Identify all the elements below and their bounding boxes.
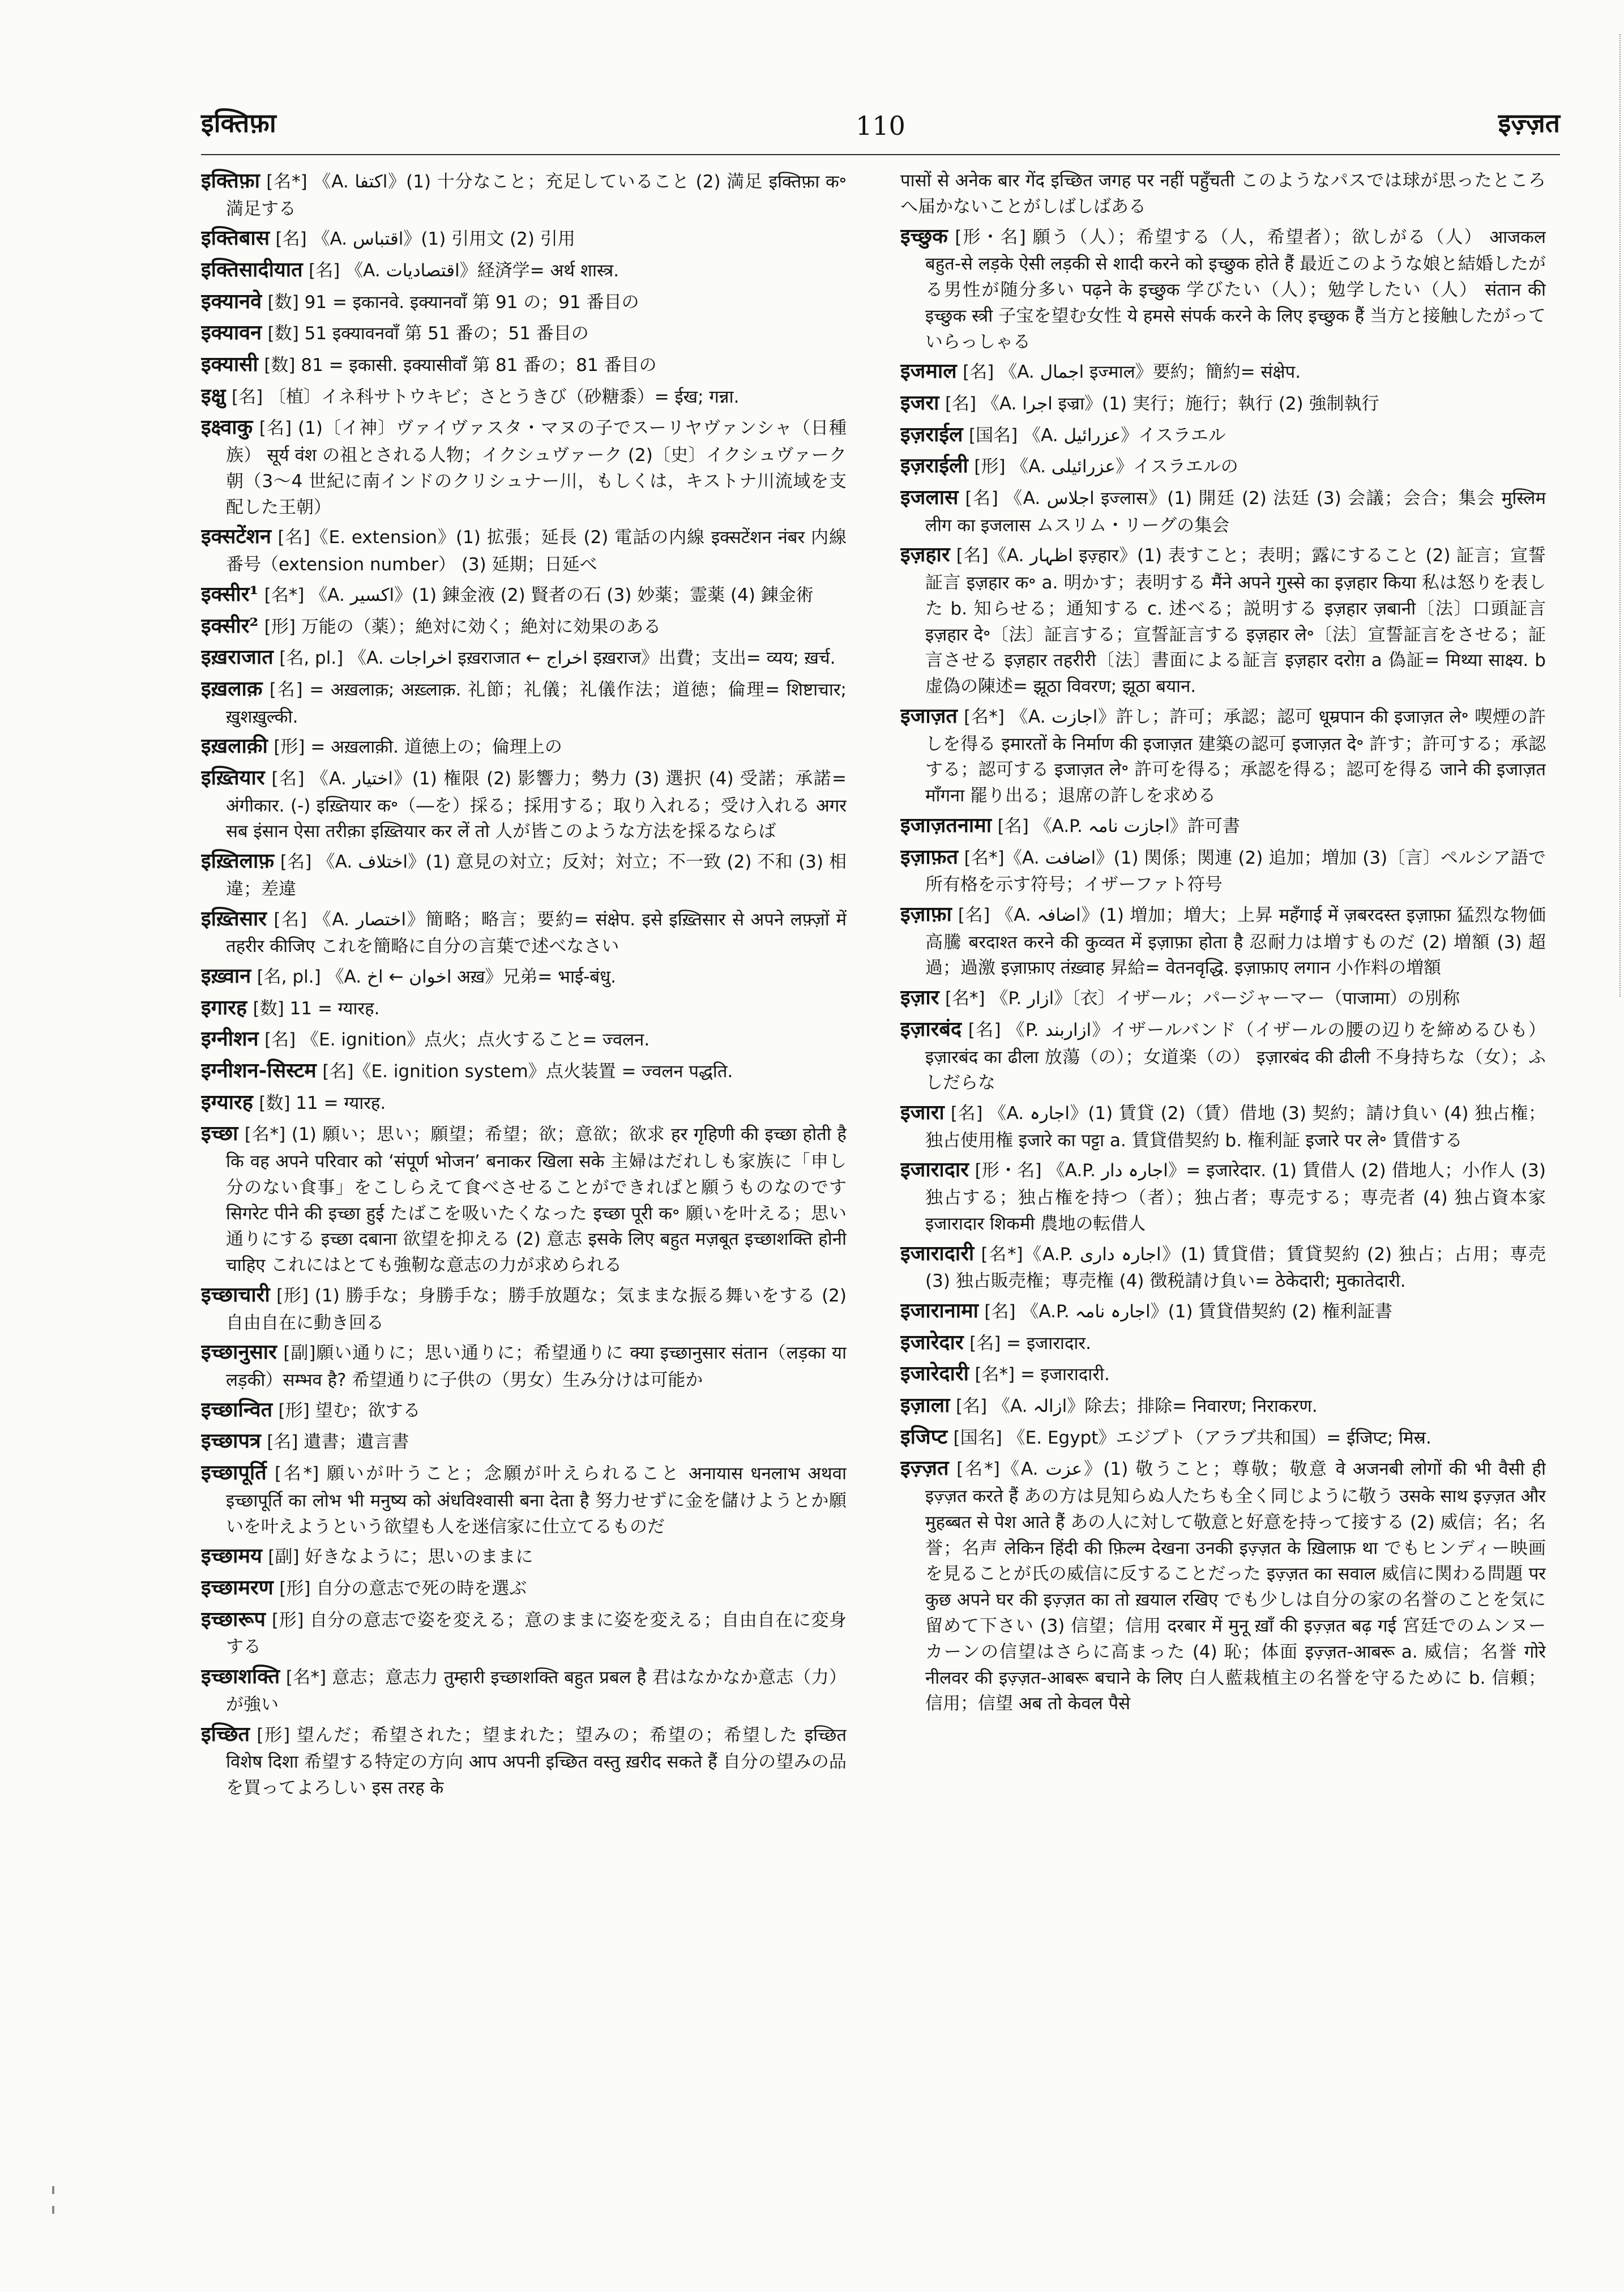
dictionary-entry [900,702,1546,808]
dictionary-entry [201,224,847,253]
dictionary-entry [201,612,847,641]
dictionary-entry [201,581,847,609]
entry-headword: इच्छापूर्ति [201,1461,267,1485]
entry-definition: [名*] 《A. اکسیر》(1) 錬金液 (2) 賢者の石 (3) 妙薬；霊薬 (4) 錬金術 [264,584,814,605]
entry-headword: इच्छा [201,1121,238,1146]
dictionary-entry [201,1542,847,1570]
entry-definition: [形・名] 願う（人）；希望する（人，希望者）；欲しがる（人） आजकल बहुत-से लड़के ऐसी लड़की से शादी करने को इच्छुक होते हैं 最近このような娘と結婚したがる男性が随分多い पढ़ने के इच्छुक 学びたい（人）；勉学したい（人） संतान की इच्छुक स्त्री 子宝を望む女性 ये हमसे संपर्क करने के लिए इच्छुक हैं 当方と接触したがっていらっしゃる [925,227,1546,352]
entry-definition: [名] 《A. اجلاس इज्लास》(1) 開廷 (2) 法廷 (3) 会議；会合；集会 मुस्लिम लीग का इजलास ムスリム・リーグの集会 [925,488,1546,536]
entry-definition: [名] 《A. اختلاف》(1) 意見の対立；反対；対立；不一致 (2) 不和 (3) 相違；差違 [226,852,847,899]
entry-headword: इजिप्ट [900,1424,948,1449]
entry-headword: इक्षु [201,383,226,408]
entry-definition: [名]《A. اظہار इज़्हार》(1) 表すこと；表明；露にすること (2) 証言；宣誓証言 इज़हार क॰ a. 明かす；表明する मैंने अपने गुस्से का इज़हार किया 私は怒りを表した b. 知らせる；通知する c. 述べる；説明する इज़हार ज़बानी〔法〕口頭証言 इज़हार दे॰〔法〕証言する；宣誓証言する इज़हार ले॰〔法〕宣誓証言をさせる；証言させる इज़हार तहरीरी〔法〕書面による証言 इज़हार दरोग़ a 偽証= मिथ्या साक्ष्य. b 虚偽の陳述= झूठा विवरण; झूठा बयान. [925,545,1546,697]
running-head-right: इज़्ज़त [1498,108,1560,138]
entry-definition: [名]《E. extension》(1) 拡張；延長 (2) 電話の内線 इक्सटेंशन नंबर 内線番号（extension number） (3) 延期；日延べ [226,527,847,575]
entry-headword: इज़ारबंद [900,1017,962,1041]
entry-definition: [名] = इजारादार. [969,1333,1091,1354]
entry-definition: [形] 望む；欲する [278,1400,421,1421]
dictionary-entry [900,1240,1546,1294]
entry-headword: इजारेदार [900,1330,964,1354]
entry-definition: [形] 自分の意志で姿を変える；意のままに姿を変える；自由自在に変身する [226,1610,847,1658]
entry-headword: इख़लाक़ी [201,734,268,758]
entry-headword: इख़लाक़ [201,676,263,701]
entry-definition: [名*] = इजारादारी. [975,1364,1110,1385]
entry-definition: [名] 《A.P. اجارہ نامہ》(1) 賃貸借契約 (2) 権利証書 [984,1301,1393,1322]
entry-headword: इज़राईल [900,422,963,446]
entry-headword: इक्तिफ़ा [201,169,260,193]
entry-definition: [国名] 《E. Egypt》エジプト（アラブ共和国）= ईजिप्ट; मिस्र. [953,1427,1431,1448]
entry-definition: [名*]《A. اضافت》(1) 関係；関連 (2) 追加；増加 (3)〔言〕ペルシア語で所有格を示す符号；イザーファト符号 [925,847,1546,895]
entry-headword: इक्तिबास [201,226,270,250]
entry-definition: [数] 51 इक्यावनवाँ 第 51 番の；51 番目の [267,323,589,344]
dictionary-entry [900,167,1546,219]
entry-definition: [名] 《A. اجرا इज्रा》(1) 実行；施行；執行 (2) 強制執行 [945,393,1379,414]
page-number: 110 [856,110,905,141]
entry-headword: इजाज़त [900,703,958,728]
dictionary-entry [201,1574,847,1602]
margin-mark [1618,34,1621,997]
dictionary-entry [900,900,1546,980]
entry-definition: [名, pl.] 《A. اخوان ← اخ अख़》兄弟= भाई-बंधु. [257,967,617,988]
dictionary-entry [201,1396,847,1424]
entry-definition: [名*] (1) 願い；思い；願望；希望；欲；意欲；欲求 हर गृहिणी की इच्छा होती है कि वह अपने परिवार को ‘संपूर्ण भोजन’ बनाकर खिला सके 主婦はだれしも家族に「申し分のない食事」をこしらえて食べさせることができればと願うものなのです सिगरेट पीने की इच्छा हुई たばこを吸いたくなった इच्छा पूरी क॰ 願いを叶える；思い通りにする इच्छा दबाना 欲望を抑える (2) 意志 इसके लिए बहुत मज़बूत इच्छाशक्ति होनी चाहिए これにはとても強靭な意志の力が求められる [226,1124,847,1276]
entry-headword: इजारा [900,1100,945,1125]
entry-definition: [名*] 《P. ازار》〔衣〕イザール；パージャーマー（पाजामा）の別称 [945,988,1460,1009]
dictionary-entry [201,1459,847,1539]
entry-definition: [名] 〔植〕イネ科サトウキビ；さとうきび（砂糖黍）= ईख; गन्ना. [232,386,740,407]
entry-headword: इजारानामा [900,1299,978,1323]
dictionary-entry [201,847,847,901]
entry-headword: इख़्तिसार [201,906,267,931]
entry-definition: [数] 11 = ग्यारह. [259,1092,386,1113]
dictionary-entry [900,1392,1546,1420]
dictionary-entry [900,1423,1546,1452]
entry-headword: इख़्वान [201,964,251,988]
entry-headword: इक्तिसादीयात [201,258,303,282]
dictionary-entry [900,812,1546,840]
entry-definition: [形] (1) 勝手な；身勝手な；勝手放題な；気ままな振る舞いをする (2) 自由自在に動き回る [226,1285,847,1333]
dictionary-entry [201,1089,847,1117]
margin-dot [52,2186,54,2194]
entry-headword: इक्यासी [201,352,258,377]
entry-headword: इच्छारूप [201,1607,266,1631]
dictionary-entry [201,1721,847,1800]
entry-definition: [名] 《A.P. اجازت نامہ》許可書 [997,816,1240,836]
dictionary-entry [201,256,847,284]
dictionary-entry [900,1297,1546,1325]
dictionary-entry [900,421,1546,449]
dictionary-entry [201,1057,847,1085]
dictionary-entry [201,905,847,959]
entry-definition: [名] 《A. اجارہ》(1) 賃貸 (2)（賃）借地 (3) 契約；請け負い (4) 独占権；独占使用権 इजारे का पट्टा a. 賃貸借契約 b. 権利証 इजारे पर ले॰ 賃借する [925,1103,1546,1151]
dictionary-entry [201,319,847,347]
entry-definition: [形] 望んだ；希望された；望まれた；望みの；希望の；希望した इच्छित विशेष दिशा 希望する特定の方向 आप अपनी इच्छित वस्तु ख़रीद सकते हैं 自分の望みの品を買ってよろしい इस तरह के [226,1725,847,1799]
entry-headword: इजमाल [900,359,957,383]
dictionary-entry [900,1360,1546,1388]
entry-definition: [名] 《P. ازاربند》イザールバンド（イザールの腰の辺りを締めるひも） इज़ारबंद का ढीला 放蕩（の）；女道楽（の） इज़ारबंद की ढीली 不身持ちな（女）；ふしだらな [925,1019,1546,1094]
dictionary-entry [900,389,1546,417]
entry-definition: [副] 好きなように；思いのままに [268,1547,533,1568]
entry-definition: [名*] 願いが叶うこと；念願が叶えられること अनायास धनलाभ अथवा इच्छापूर्ति का लोभ भी मनुष्य को अंधविश्वासी बना देता है 努力せずに金を儲けようとか願いを叶えようという欲望も人を迷信家に仕立てるものだ [226,1463,847,1537]
entry-definition: [名*]《A. عزت》(1) 敬うこと；尊敬；敬意 वे अजनबी लोगों की भी वैसी ही इज़्ज़त करते हैं あの方は見知らぬ人たちも全く同じように敬う उसके साथ इज़्ज़त और मुहब्बत से पेश आते हैं あの人に対して敬意と好意を持って接する (2) 威信；名；名誉；名声 लेकिन हिंदी की फ़िल्म देखना उनकी इज़्ज़त के ख़िलाफ़ था でもヒンディー映画を見ることが氏の威信に反することだった इज़्ज़त का सवाल 威信に関わる問題 पर कुछ अपने घर की इज़्ज़त का तो ख़याल रखिए でも少しは自分の家の名誉のことを気に留めて下さい (3) 信望；信用 दरबार में मुनू ख़ाँ की इज़्ज़त बढ़ गई 宮廷でのムンヌーカーンの信望はさらに高まった (4) 恥；体面 इज़्ज़त-आबरू a. 威信；名誉 गोरे नीलवर की इज़्ज़त-आबरू बचाने के लिए 白人藍栽植主の名誉を守るために b. 信頼；信用；信望 अब तो केवल पैसे [925,1459,1546,1714]
entry-definition: [形] 万能の（薬）；絶対に効く；絶対に効果のある [264,616,661,637]
dictionary-entry [900,984,1546,1012]
header-rule [201,154,1560,155]
dictionary-entry [900,541,1546,699]
dictionary-entry [201,1427,847,1456]
entry-definition: [副]願い通りに；思い通りに；希望通りに क्या इच्छानुसार संतान（लड़का या लड़की）सम्भव है? 希望通りに子供の（男女）生み分けは可能か [226,1343,847,1391]
entry-headword: इच्छुक [900,224,948,248]
dictionary-entry [201,962,847,991]
entry-headword: इजरा [900,390,939,415]
dictionary-entry [900,843,1546,897]
dictionary-entry [201,675,847,729]
entry-headword: इग्नीशन-सिस्टम [201,1058,317,1083]
dictionary-entry [201,351,847,379]
margin-dot [52,2206,54,2214]
running-header [201,93,1560,156]
dictionary-entry [201,1338,847,1392]
left-column [201,167,847,2263]
entry-definition: [数] 91 = इकानवे. इक्यानवाँ 第 91 の；91 番目の [267,292,639,313]
dictionary-entry [201,764,847,844]
entry-headword: इज़ाफ़ा [900,902,952,926]
dictionary-entry [201,1120,847,1278]
entry-headword: इक्सीर² [201,613,259,638]
entry-headword: इज़ार [900,985,939,1010]
dictionary-entry [201,643,847,672]
entry-headword: इक्यावन [201,321,262,345]
entry-headword: इज़राईली [900,454,968,478]
dictionary-entry [201,382,847,411]
entry-definition: [形] 自分の意志で死の時を選ぶ [279,1578,527,1599]
entry-headword: इख़राजात [201,645,273,669]
entry-headword: इच्छान्वित [201,1397,273,1422]
entry-headword: इज़हार [900,543,950,567]
entry-definition: [形・名] 《A.P. اجارہ دار》= इजारेदार. (1) 賃借人 (2) 借地人；小作人 (3) 独占する；独占権を持つ（者）；独占者；専売する；専売者 (4) 独占資本家 इजारादार शिकमी 農地の転借人 [925,1160,1546,1234]
dictionary-entry [201,1606,847,1659]
dictionary-entry [900,1454,1546,1716]
entry-headword: इख़्तियार [201,766,265,789]
entry-headword: इज़्ज़त [900,1456,949,1480]
entry-headword: इच्छित [201,1722,250,1746]
entry-headword: इक्सीर¹ [201,582,259,606]
entry-definition: [数] 81 = इकासी. इक्यासीवाँ 第 81 番の；81 番目の [264,355,657,376]
entry-definition: [名] 《A. اختیار》(1) 権限 (2) 影響力；勢力 (3) 選択 (4) 受諾；承諾= अंगीकार. (-) इख़्तियार क॰（―を）採る；採用する；取り入れる；受け入れる अगर सब इंसान ऐसा तरीक़ा इख़्तियार कर लें तो 人が皆このような方法を採るならば [226,769,847,842]
dictionary-entry [201,167,847,221]
running-head-left: इक्तिफ़ा [201,108,276,138]
entry-definition: [名] 遺書；遺言書 [267,1432,409,1453]
entry-headword: इक्ष्वाकु [201,415,253,439]
entry-definition: [名] 《A. اضافہ》(1) 増加；増大；上昇 महँगाई में ज़बरदस्त इज़ाफ़ा 猛烈な物価高騰 बरदाश्त करने की कुव्वत में इज़ाफ़ा होता है 忍耐力は増すものだ (2) 増額 (3) 超過；過激 इज़ाफ़ाए तंख़्वाह 昇給= वेतनवृद्धि. इज़ाफ़ाए लगान 小作料の増額 [925,904,1546,979]
entry-definition: [形] 《A. عزرائیلی》イスラエルの [974,456,1238,477]
entry-definition: [名] = अख़लाक़; अख़्लाक़. 礼節；礼儀；礼儀作法；道徳；倫理= शिष्टाचार; ख़ुशख़ुल्की. [226,679,847,727]
dictionary-entry [900,1329,1546,1357]
dictionary-entry [900,357,1546,386]
entry-headword: इक्सटेंशन [201,524,272,549]
entry-headword: इज़ाफ़त [900,844,958,869]
entry-headword: इग्यारह [201,1090,253,1114]
entry-headword: इक्यानवे [201,289,262,313]
right-column [900,167,1546,2263]
entry-headword: इच्छापत्र [201,1429,261,1453]
dictionary-entry [201,413,847,519]
entry-definition: पासों से अनेक बार गेंद इच्छित जगह पर नहीं पहुँचती このようなパスでは球が思ったところへ届かないことがしばしばある [900,170,1546,217]
dictionary-entry [900,484,1546,537]
entry-headword: इजारादार [900,1158,969,1182]
entry-definition: [名] (1)〔イ神〕ヴァイヴァスタ・マヌの子でスーリヤヴァンシャ（日種族） सूर्य वंश の祖とされる人物；イクシュヴァーク (2)〔史〕イクシュヴァーク朝（3〜4 世紀に南インドのクリシュナー川，もしくは，キストナ川流域を支配した王朝） [226,418,847,518]
entry-definition: [名] 《A. اجمال इज्माल》要約；簡約= संक्षेप. [963,362,1301,383]
dictionary-entry [201,1025,847,1053]
entry-headword: इज़ाला [900,1393,950,1418]
dictionary-entry [201,1663,847,1717]
entry-definition: [名*] 《A. اکتفا》(1) 十分なこと；充足していること (2) 満足 इक्तिफ़ा क॰満足する [226,172,847,219]
entry-headword: इच्छानुसार [201,1340,277,1364]
dictionary-entry [201,523,847,577]
entry-definition: [名] 《A. اختصار》簡略；略言；要約= संक्षेप. इसे इख़्तिसार से अपने लफ़्ज़ों में तहरीर कीजिए これを簡略に自分の言葉で述べなさい [226,909,847,957]
entry-headword: इजारादारी [900,1241,975,1265]
entry-headword: इच्छाशक्ति [201,1664,280,1689]
entry-headword: इच्छामरण [201,1576,273,1600]
dictionary-entry [900,452,1546,480]
entry-definition: [形] = अख़लाक़ी. 道徳上の；倫理上の [273,737,562,758]
entry-definition: [名] 《A. اقتباس》(1) 引用文 (2) 引用 [275,229,575,250]
entry-definition: [名] 《A. اقتصادیات》経済学= अर्थ शास्त्र. [309,261,619,281]
dictionary-entry [201,732,847,761]
entry-definition: [名]《E. ignition system》点火装置 = ज्वलन पद्धति. [322,1061,733,1082]
entry-headword: इख़्तिलाफ़ [201,849,275,873]
dictionary-entry [201,1281,847,1335]
dictionary-entry [900,223,1546,355]
dictionary-entry [201,994,847,1022]
dictionary-entry [201,288,847,316]
entry-definition: [名*] 意志；意志力 तुम्हारी इच्छाशक्ति बहुत प्रबल है 君はなかなか意志（力）が強い [226,1667,847,1715]
entry-definition: [名*] 《A. اجازت》許し；許可；承認；認可 धूम्रपान की इजाज़त ले॰ 喫煙の許しを得る इमारतों के निर्माण की इजाज़त 建築の認可 इजाज़त दे॰ 許す；許可する；承認する；認可する इजाज़त ले॰ 許可を得る；承認を得る；認可を得る जाने की इजाज़त माँगना 罷り出る；退席の許しを求める [925,706,1546,806]
entry-headword: इच्छाचारी [201,1282,270,1307]
entry-headword: इजारेदारी [900,1361,969,1386]
dictionary-entry [900,1099,1546,1153]
entry-headword: इजाज़तनामा [900,813,992,837]
entry-definition: [名] 《A. ازالہ》除去；排除= निवारण; निराकरण. [955,1396,1318,1417]
entry-definition: [数] 11 = ग्यारह. [253,998,380,1019]
entry-headword: इग्नीशन [201,1027,259,1051]
entry-headword: इगारह [201,995,247,1019]
dictionary-entry [900,1156,1546,1236]
entry-definition: [名, pl.] 《A. اخراجات इख़राजात ← اخراج इख़राज》出費；支出= व्यय; ख़र्च. [279,648,836,669]
dictionary-entry [900,1015,1546,1095]
entry-definition: [名*]《A.P. اجارہ داری》(1) 賃貸借；賃貸契約 (2) 独占；占用；専売 (3) 独占販売権；専売権 (4) 徴税請け負い= ठेकेदारी; मुकातेदारी. [925,1244,1546,1292]
entry-headword: इजलास [900,485,959,509]
entry-headword: इच्छामय [201,1544,262,1568]
entry-definition: [名] 《E. ignition》点火；点火すること= ज्वलन. [264,1030,650,1051]
entry-definition: [国名] 《A. عزرائیل》イスラエル [969,425,1226,446]
